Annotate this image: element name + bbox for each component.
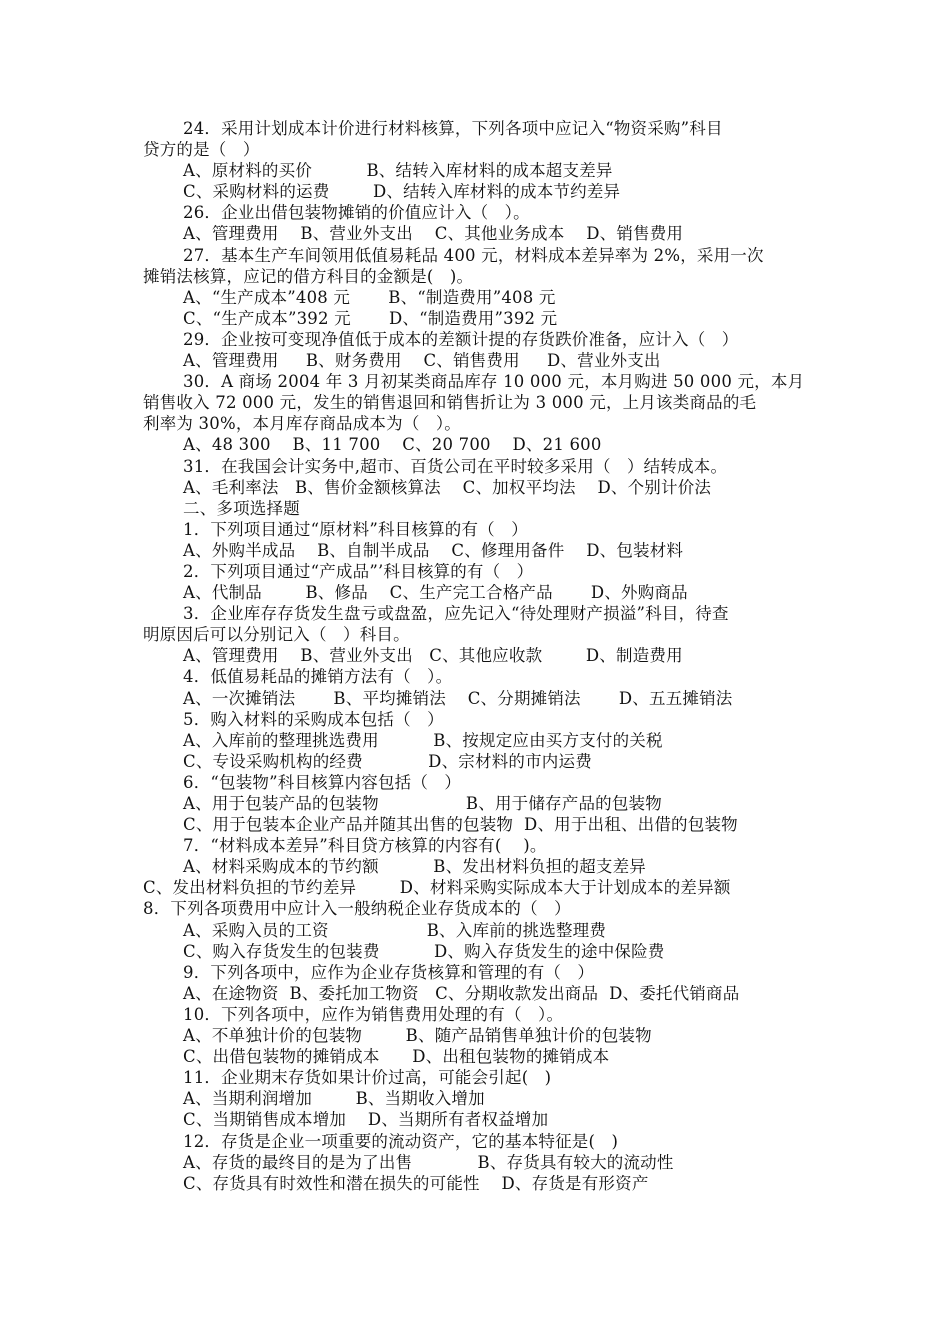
text-line: A、管理费用 B、财务费用 C、销售费用 D、营业外支出 <box>183 351 661 371</box>
text-line: 明原因后可以分别记入（ ）科目。 <box>143 625 410 645</box>
text-line: 4．低值易耗品的摊销方法有（ ）。 <box>183 667 453 687</box>
text-line: 利率为 30%，本月库存商品成本为（ ）。 <box>143 414 462 434</box>
text-line: C、采购材料的运费 D、结转入库材料的成本节约差异 <box>183 182 621 202</box>
text-line: 3．企业库存存货发生盘亏或盘盈，应先记入“待处理财产损溢”科目，待查 <box>183 604 729 624</box>
text-line: 二、多项选择题 <box>183 498 300 518</box>
text-line: A、不单独计价的包装物 B、随产品销售单独计价的包装物 <box>183 1026 652 1046</box>
text-line: 7．“材料成本差异”科目贷方核算的内容有( )。 <box>183 836 547 856</box>
text-line: A、用于包装产品的包装物 B、用于储存产品的包装物 <box>183 794 662 813</box>
text-line: 24．采用计划成本计价进行材料核算，下列各项中应记入“物资采购”科目 <box>183 119 723 138</box>
text-line: A、材料采购成本的节约额 B、发出材料负担的超支差异 <box>183 857 646 877</box>
text-line: 30．A 商场 2004 年 3 月初某类商品库存 10 000 元，本月购进 50 000 元，本月 <box>183 372 805 392</box>
text-line: 6．“包装物”科目核算内容包括（ ） <box>183 772 462 792</box>
text-line: C、用于包装本企业产品并随其出售的包装物 D、用于出租、出借的包装物 <box>183 815 738 835</box>
text-line: 11．企业期末存货如果计价过高，可能会引起( ) <box>183 1068 552 1088</box>
text-line: 8．下列各项费用中应计入一般纳税企业存货成本的（ ） <box>143 899 571 919</box>
text-line: 销售收入 72 000 元，发生的销售退回和销售折让为 3 000 元，上月该类商品的毛 <box>143 393 757 413</box>
text-line: A、管理费用 B、营业外支出 C、其他业务成本 D、销售费用 <box>183 224 684 244</box>
document-body <box>0 118 950 1194</box>
text-line: 26．企业出借包装物摊销的价值应计入（ ）。 <box>183 203 530 223</box>
text-line: 贷方的是（ ） <box>143 140 260 160</box>
text-line: A、管理费用 B、营业外支出 C、其他应收款 D、制造费用 <box>183 646 683 666</box>
text-line: A、存货的最终目的是为了出售 B、存货具有较大的流动性 <box>183 1152 674 1172</box>
text-line: C、“生产成本”392 元 D、“制造费用”392 元 <box>183 308 558 328</box>
text-line: A、外购半成品 B、自制半成品 C、修理用备件 D、包装材料 <box>183 540 684 560</box>
text-line: A、“生产成本”408 元 B、“制造费用”408 元 <box>183 287 556 307</box>
text-line: A、原材料的买价 B、结转入库材料的成本超支差异 <box>183 161 613 181</box>
text-line: A、毛利率法 B、售价金额核算法 C、加权平均法 D、个别计价法 <box>183 477 712 497</box>
text-line: C、存货具有时效性和潜在损失的可能性 D、存货是有形资产 <box>183 1173 649 1193</box>
text-line: A、在途物资 B、委托加工物资 C、分期收款发出商品 D、委托代销商品 <box>183 983 740 1003</box>
text-line: 2．下列项目通过“产成品”’科目核算的有（ ） <box>183 561 534 581</box>
text-line: C、发出材料负担的节约差异 D、材料采购实际成本大于计划成本的差异额 <box>143 878 731 898</box>
text-line: A、48 300 B、11 700 C、20 700 D、21 600 <box>183 435 602 455</box>
text-line: C、专设采购机构的经费 D、宗材料的市内运费 <box>183 751 592 771</box>
text-line: C、当期销售成本增加 D、当期所有者权益增加 <box>183 1110 549 1130</box>
text-line: A、入库前的整理挑选费用 B、按规定应由买方支付的关税 <box>183 730 663 750</box>
text-line: 1．下列项目通过“原材料”科目核算的有（ ） <box>183 519 528 539</box>
text-line: 29．企业按可变现净值低于成本的差额计提的存货跌价准备，应计入（ ） <box>183 329 739 349</box>
text-line: 12．存货是企业一项重要的流动资产，它的基本特征是( ) <box>183 1131 619 1151</box>
text-line: 31．在我国会计实务中,超市、百货公司在平时较多采用（ ）结转成本。 <box>183 456 728 476</box>
text-line: C、购入存货发生的包装费 D、购入存货发生的途中保险费 <box>183 941 665 961</box>
text-line: A、采购入员的工资 B、入库前的挑选整理费 <box>183 920 607 940</box>
text-line: A、当期利润增加 B、当期收入增加 <box>183 1089 485 1109</box>
text-line: A、代制品 B、修品 C、生产完工合格产品 D、外购商品 <box>183 583 688 603</box>
text-line: 摊销法核算，应记的借方科目的金额是( )。 <box>143 266 474 286</box>
text-line: 9．下列各项中，应作为企业存货核算和管理的有（ ） <box>183 962 595 982</box>
text-line: 10．下列各项中，应作为销售费用处理的有（ ）。 <box>183 1004 564 1024</box>
text-line: 27．基本生产车间领用低值易耗品 400 元，材料成本差异率为 2%，采用一次 <box>183 245 764 265</box>
text-line: C、出借包装物的摊销成本 D、出租包装物的摊销成本 <box>183 1047 610 1067</box>
text-line: 5．购入材料的采购成本包括（ ） <box>183 709 444 729</box>
text-line: A、一次摊销法 B、平均摊销法 C、分期摊销法 D、五五摊销法 <box>183 688 733 708</box>
